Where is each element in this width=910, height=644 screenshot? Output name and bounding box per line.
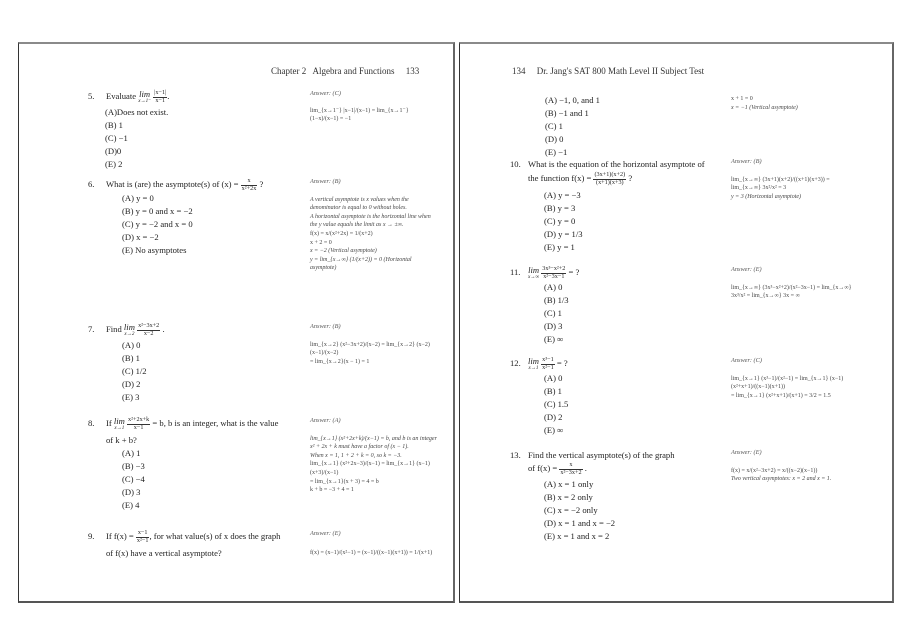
options-list (122, 192, 193, 257)
answer-12: Answer: (C) lim_{x→1} (x³−1)/(x²−1) = lim_{x→1} (x−1)(x²+x+1)/((x−1)(x+1)) = lim_{x→1} (x²+x+1)/(x+1) = 3/2 = 1.5 (731, 357, 861, 400)
solution-line: f(x) = x/(x²+2x) = 1/(x+2) (310, 230, 373, 237)
option: (D) x = −2 (122, 232, 159, 242)
page-header: 134 Dr. Jang's SAT 800 Math Level II Subject Test (512, 66, 705, 76)
option: (A)Does not exist. (105, 107, 169, 117)
question-number: 8. (88, 418, 95, 428)
solution-line: lim_{x→2} (x²−3x+2)/(x−2) = lim_{x→2} (x−2)(x−1)/(x−2) (310, 341, 430, 357)
solution-line: Two vertical asymptotes: x = 2 and x = 1. (731, 476, 832, 483)
question-number: 9. (88, 531, 95, 541)
solution-line: x² + 2x + k must have a factor of (x − 1). (310, 444, 409, 451)
question-number: 10. (510, 159, 521, 169)
question-prompt-line2: of f(x) have a vertical asymptote? (106, 548, 222, 558)
solution-line: A vertical asymptote is x values when the denominator is equal to 0 without holes. (310, 196, 409, 212)
question-prompt: If lim x→1 $\frac{\text{x²+2x+k}}{x-1}$ = b, b is an integer, what is the value (106, 416, 279, 431)
solution-line: lim_{x→1} (x³−1)/(x²−1) = lim_{x→1} (x−1)(x²+x+1)/((x−1)(x+1)) (731, 375, 844, 391)
option: (A) −1, 0, and 1 (545, 95, 600, 105)
solution-line: x = −1 (Vertical asymptote) (731, 104, 798, 111)
option: (B) −3 (122, 461, 145, 471)
answer-10: Answer: (B) lim_{x→∞} (3x+1)(x+2)/((x+1)(x+3)) = lim_{x→∞} 3x²/x² = 3 y = 3 (Horizontal asymptote) (731, 158, 856, 201)
option: (E) ∞ (544, 425, 564, 435)
option: (B) 1 (122, 353, 140, 363)
answer-9-continued (731, 95, 856, 112)
question-prompt: lim x→∞ $\frac{\text{3x³−x²+2}}{\text{x²−3x−1}}$ = ? (528, 265, 580, 280)
answer-7: Answer: (B) lim_{x→2} (x²−3x+2)/(x−2) = lim_{x→2} (x−2)(x−1)/(x−2) = lim_{x→2}(x − 1) = 1 (310, 323, 435, 366)
options-list (122, 447, 145, 512)
option: (D) 3 (544, 321, 563, 331)
option: (E) ∞ (544, 334, 564, 344)
option: (D)0 (105, 146, 122, 156)
option: (C) 1.5 (544, 399, 569, 409)
solution-line: When x = 1, 1 + 2 + k = 0, so k = −3. (310, 452, 402, 459)
solution-line: f(x) = x/(x²−3x+2) = x/((x−2)(x−1)) (731, 467, 818, 474)
option: (B) y = 0 and x = −2 (122, 206, 193, 216)
question-prompt-line2: the function f(x) = $\frac{(3x+1)(x+2)}{(x+1)(x+3)}$ ? (528, 171, 633, 186)
option: (D) 2 (544, 412, 563, 422)
option: (D) 2 (122, 379, 141, 389)
option: (C) 1 (544, 308, 562, 318)
solution-line: = lim_{x→1}(x + 3) = 4 = b (310, 478, 379, 485)
option: (E) 2 (105, 159, 123, 169)
option: (A) 0 (122, 340, 141, 350)
left-page (18, 42, 455, 603)
options-list (544, 189, 583, 254)
option: (A) 0 (544, 373, 563, 383)
solution-line: A horizontal asymptote is the horizontal line when the y value equals the limit as x → ±∞. (310, 213, 431, 229)
question-number: 11. (510, 267, 521, 277)
option: (A) x = 1 only (544, 479, 594, 489)
solution-line: lim_{x→1⁻} |x−1|/(x−1) = lim_{x→1⁻} (1−x)/(x−1) = −1 (310, 107, 409, 123)
question-prompt: Find lim x→2 $\frac{\text{x²−3x+2}}{x-2}$ . (106, 322, 165, 337)
option: (C) −1 (105, 133, 128, 143)
question-prompt: What is the equation of the horizontal asymptote of (528, 159, 705, 169)
option: (C) 1 (545, 121, 563, 131)
option: (B) y = 3 (544, 203, 576, 213)
option: (D) 3 (122, 487, 141, 497)
solution-line: x + 2 = 0 (310, 239, 332, 246)
options-list (122, 339, 147, 404)
option: (B) x = 2 only (544, 492, 593, 502)
option: (B) 1/3 (544, 295, 569, 305)
question-number: 5. (88, 91, 95, 101)
option: (C) −4 (122, 474, 145, 484)
answer-11: Answer: (E) lim_{x→∞} (3x³−x²+2)/(x²−3x−1) = lim_{x→∞} 3x³/x² = lim_{x→∞} 3x = ∞ (731, 266, 861, 301)
option: (C) x = −2 only (544, 505, 598, 515)
question-number: 6. (88, 179, 95, 189)
answer-6: Answer: (B) A vertical asymptote is x values when the denominator is equal to 0 without holes. A horizontal asymptote is the horizontal line when the y value equals the limit as x → ±∞. f(x) = x/(x²+2x) = 1/(x+2) x + 2 = 0 x = −2 (Vertical asymptote) y = lim_{x→∞} (1/(x+2)) = 0 (Horizontal asymptote) (310, 178, 435, 273)
option: (B) 1 (105, 120, 123, 130)
option: (E) y = 1 (544, 242, 575, 252)
option: (E) No asymptotes (122, 245, 187, 255)
option: (E) −1 (545, 147, 568, 157)
solution-line: lim_{x→∞} (3x+1)(x+2)/((x+1)(x+3)) = lim_{x→∞} 3x²/x² = 3 (731, 176, 830, 192)
options-list (544, 281, 569, 346)
option: (E) 4 (122, 500, 140, 510)
option: (C) y = −2 and x = 0 (122, 219, 193, 229)
options-list (544, 478, 615, 543)
right-page (459, 42, 894, 603)
solution-line: = lim_{x→1} (x²+x+1)/(x+1) = 3/2 = 1.5 (731, 392, 831, 399)
option: (E) 3 (122, 392, 140, 402)
solution-line: lim_{x→1} (x²+2x+k)/(x−1) = b, and b is an integer (310, 435, 437, 442)
page-header: Chapter 2 Algebra and Functions 133 (271, 66, 420, 76)
answer-5: Answer: (C) lim_{x→1⁻} |x−1|/(x−1) = lim_{x→1⁻} (1−x)/(x−1) = −1 (310, 90, 435, 124)
solution-line: lim_{x→1} (x²+2x−3)/(x−1) = lim_{x→1} (x−1)(x+3)/(x−1) (310, 461, 430, 476)
option: (A) y = 0 (122, 193, 154, 203)
options-list (545, 94, 600, 159)
question-prompt: Evaluate lim x→1⁻ $\frac{|x-1|}{x-1}$ . (106, 89, 170, 104)
option: (C) 1/2 (122, 366, 147, 376)
option: (A) 1 (122, 448, 141, 458)
option: (A) 0 (544, 282, 563, 292)
solution-line: k + b = −3 + 4 = 1 (310, 487, 354, 494)
options-list (544, 372, 568, 437)
option: (A) y = −3 (544, 190, 581, 200)
question-prompt-line2: of f(x) = $\frac{x}{\text{x²−3x+2}}$ . (528, 461, 587, 476)
solution-line: x = −2 (Vertical asymptote) (310, 248, 377, 255)
solution-line: lim_{x→∞} (3x³−x²+2)/(x²−3x−1) = lim_{x→∞} 3x³/x² = lim_{x→∞} 3x = ∞ (731, 284, 852, 300)
solution-line: x + 1 = 0 (731, 96, 753, 102)
solution-line: y = 3 (Horizontal asymptote) (731, 193, 802, 200)
solution-line: y = lim_{x→∞} (1/(x+2)) = 0 (Horizontal asymptote) (310, 256, 412, 272)
question-prompt: lim x→1 $\frac{\text{x³−1}}{\text{x²−1}}$ = ? (528, 356, 568, 371)
option: (D) 0 (545, 134, 564, 144)
question-number: 7. (88, 324, 95, 334)
question-prompt: Find the vertical asymptote(s) of the graph (528, 450, 675, 460)
option: (B) −1 and 1 (545, 108, 589, 118)
options-list (105, 106, 168, 171)
option: (D) y = 1/3 (544, 229, 583, 239)
question-prompt-line2: of k + b? (106, 435, 137, 445)
answer-9: Answer: (E) f(x) = (x−1)/(x²−1) = (x−1)/((x−1)(x+1)) = 1/(x+1) (310, 530, 435, 557)
solution-line: f(x) = (x−1)/(x²−1) = (x−1)/((x−1)(x+1)) = 1/(x+1) (310, 549, 433, 556)
solution-line: = lim_{x→2}(x − 1) = 1 (310, 358, 370, 365)
question-number: 13. (510, 450, 521, 460)
option: (D) x = 1 and x = −2 (544, 518, 616, 528)
question-prompt: What is (are) the asymptote(s) of (x) = $\frac{x}{\text{x²+2x}}$ ? (106, 177, 264, 192)
answer-13: Answer: (E) f(x) = x/(x²−3x+2) = x/((x−2)(x−1)) Two vertical asymptotes: x = 2 and x = 1. (731, 449, 849, 484)
question-number: 12. (510, 358, 521, 368)
option: (B) 1 (544, 386, 562, 396)
question-prompt: If f(x) = $\frac{x-1}{\text{x²−1}}$ , for what value(s) of x does the graph (106, 529, 281, 544)
option: (E) x = 1 and x = 2 (544, 531, 610, 541)
answer-8: Answer: (A) lim_{x→1} (x²+2x+k)/(x−1) = b, and b is an integer x² + 2x + k must have a factor of (x − 1). When x = 1, 1 + 2 + k = 0, so k = −3. lim_{x→1} (x²+2x−3)/(x−1) = lim_{x→1} (x−1)(x+3)/(x−1) = lim_{x→1}(x + 3) = 4 = b k + b = −3 + 4 = 1 (310, 417, 437, 494)
option: (C) y = 0 (544, 216, 576, 226)
